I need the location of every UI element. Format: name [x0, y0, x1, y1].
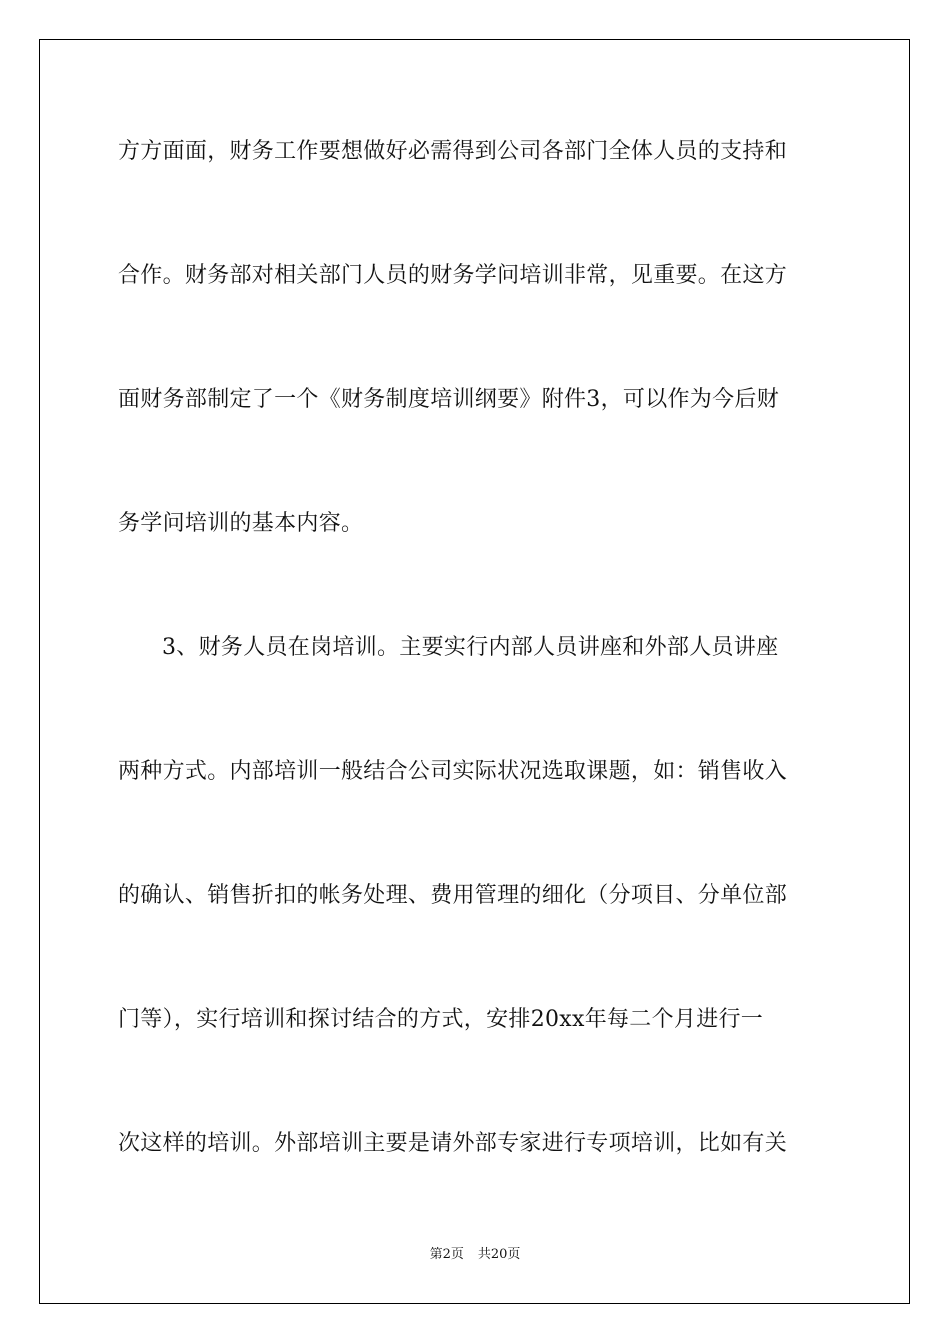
paragraph-line-indented: 3、财务人员在岗培训。主要实行内部人员讲座和外部人员讲座	[162, 635, 779, 660]
total-pages: 共20页	[477, 1247, 521, 1262]
page-number: 第2页	[429, 1247, 464, 1262]
paragraph-line: 面财务部制定了一个《财务制度培训纲要》附件3，可以作为今后财	[118, 387, 779, 412]
paragraph-line: 次这样的培训。外部培训主要是请外部专家进行专项培训，比如有关	[118, 1131, 788, 1156]
page-border	[39, 39, 910, 1304]
paragraph-line: 两种方式。内部培训一般结合公司实际状况选取课题，如：销售收入	[118, 759, 788, 784]
paragraph-line: 方方面面，财务工作要想做好必需得到公司各部门全体人员的支持和	[118, 139, 788, 164]
paragraph-line: 务学问培训的基本内容。	[118, 511, 364, 536]
paragraph-line: 的确认、销售折扣的帐务处理、费用管理的细化（分项目、分单位部	[118, 883, 788, 908]
page-footer	[0, 1246, 950, 1264]
paragraph-line: 合作。财务部对相关部门人员的财务学问培训非常，见重要。在这方	[118, 263, 788, 288]
paragraph-line: 门等），实行培训和探讨结合的方式，安排20xx年每二个月进行一	[118, 1007, 764, 1032]
